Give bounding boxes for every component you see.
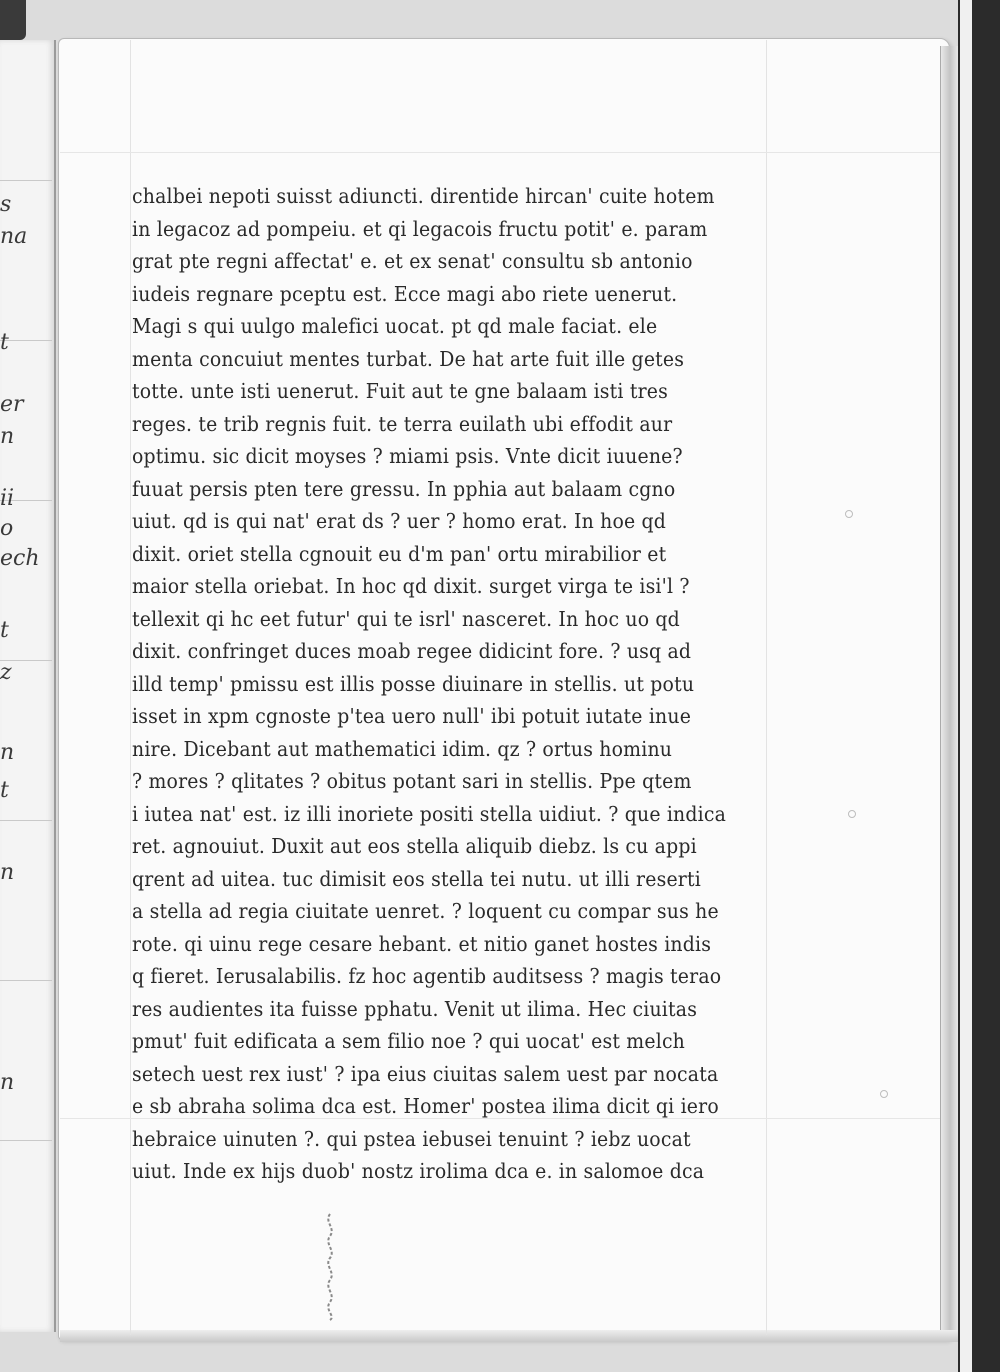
text-line: menta concuiut mentes turbat. De hat arte fuit ille getes	[132, 346, 685, 371]
text-line: hebraice uinuten ?. qui pstea iebusei tenuint ? iebz uocat	[132, 1126, 691, 1151]
text-line: totte. unte isti uenerut. Fuit aut te gne balaam isti tres	[132, 379, 669, 403]
ruling-line	[60, 152, 940, 153]
ruling-line	[0, 980, 52, 981]
scan-light-strip	[960, 0, 972, 1372]
text-line: a stella ad regia ciuitate uenret. ? loquent cu compar sus he	[132, 899, 719, 923]
text-line: iudeis regnare pceptu est. Ecce magi abo riete uenerut.	[132, 281, 678, 306]
margin-fragment: na	[0, 224, 28, 249]
text-line: chalbei nepoti suisst adiuncti. direntide hircan' cuite hotem	[132, 184, 715, 208]
ruling-line	[0, 180, 52, 181]
margin-fragment: z	[0, 660, 12, 685]
margin-fragment: n	[0, 424, 15, 449]
text-line: grat pte regni affectat' e. et ex senat' consultu sb antonio	[132, 249, 693, 273]
text-line: rote. qi uinu rege cesare hebant. et nitio ganet hostes indis	[132, 931, 712, 956]
text-line: isset in xpm cgnoste p'tea uero null' ibi potuit iutate inue	[132, 704, 692, 728]
text-line: uiut. Inde ex hijs duob' nostz irolima dca e. in salomoe dca	[132, 1159, 705, 1183]
margin-fragment: t	[0, 778, 9, 803]
text-line: optimu. sic dicit moyses ? miami psis. Vnte dicit iuuene?	[132, 444, 683, 468]
manuscript-text	[132, 180, 792, 1188]
text-line: setech uest rex iust' ? ipa eius ciuitas salem uest par nocata	[132, 1061, 719, 1086]
text-line: ret. agnouiut. Duxit aut eos stella aliquib diebz. ls cu appi	[132, 834, 697, 858]
margin-mark	[880, 1090, 888, 1098]
text-line: Magi s qui uulgo malefici uocat. pt qd male faciat. ele	[132, 314, 658, 338]
margin-fragment: t	[0, 618, 9, 643]
margin-fragment: o	[0, 516, 14, 541]
text-line: q fieret. Ierusalabilis. fz hoc agentib auditsess ? magis terao	[132, 964, 722, 988]
page-stack-bottom	[60, 1330, 958, 1342]
binding-corner	[0, 0, 26, 40]
text-line: pmut' fuit edificata a sem filio noe ? qui uocat' est melch	[132, 1029, 686, 1053]
previous-page-edge	[0, 40, 56, 1332]
text-line: uiut. qd is qui nat' erat ds ? uer ? homo erat. In hoe qd	[132, 509, 667, 533]
margin-fragment: n	[0, 740, 15, 765]
text-line: res audientes ita fuisse pphatu. Venit ut ilima. Hec ciuitas	[132, 996, 698, 1021]
ruling-line	[0, 1140, 52, 1141]
text-line: maior stella oriebat. In hoc qd dixit. surget virga te isi'l ?	[132, 574, 690, 598]
text-line: dixit. oriet stella cgnouit eu d'm pan' ortu mirabilior et	[132, 541, 667, 566]
binding-stitch-icon	[322, 1212, 338, 1322]
margin-mark	[845, 510, 853, 518]
margin-fragment: ech	[0, 546, 40, 571]
margin-fragment: t	[0, 330, 9, 355]
text-line: nire. Dicebant aut mathematici idim. qz ? ortus hominu	[132, 736, 673, 761]
text-line: dixit. confringet duces moab regee didicint fore. ? usq ad	[132, 639, 692, 663]
text-line: i iutea nat' est. iz illi inoriete positi stella uidiut. ? que indica	[132, 801, 727, 826]
text-line: e sb abraha solima dca est. Homer' postea ilima dicit qi iero	[132, 1094, 719, 1118]
text-line: reges. te trib regnis fuit. te terra euilath ubi effodit aur	[132, 411, 673, 436]
margin-mark	[848, 810, 856, 818]
margin-fragment: er	[0, 392, 24, 417]
page-stack-edge	[940, 46, 959, 1336]
text-line: tellexit qi hc eet futur' qui te isrl' nasceret. In hoc uo qd	[132, 606, 680, 631]
text-line: ? mores ? qlitates ? obitus potant sari in stellis. Ppe qtem	[132, 769, 692, 793]
margin-fragment: ii	[0, 486, 15, 511]
margin-fragment: s	[0, 192, 12, 217]
ruling-line	[130, 40, 131, 1335]
text-line: illd temp' pmissu est illis posse diuinare in stellis. ut potu	[132, 671, 695, 696]
text-line: qrent ad uitea. tuc dimisit eos stella tei nutu. ut illi reserti	[132, 866, 701, 891]
text-line: fuuat persis pten tere gressu. In pphia aut balaam cgno	[132, 476, 676, 501]
margin-fragment: n	[0, 1070, 15, 1095]
ruling-line	[0, 820, 52, 821]
text-line: in legacoz ad pompeiu. et qi legacois fructu potit' e. param	[132, 216, 708, 241]
margin-fragment: n	[0, 860, 15, 885]
scan-background-edge	[958, 0, 1000, 1372]
